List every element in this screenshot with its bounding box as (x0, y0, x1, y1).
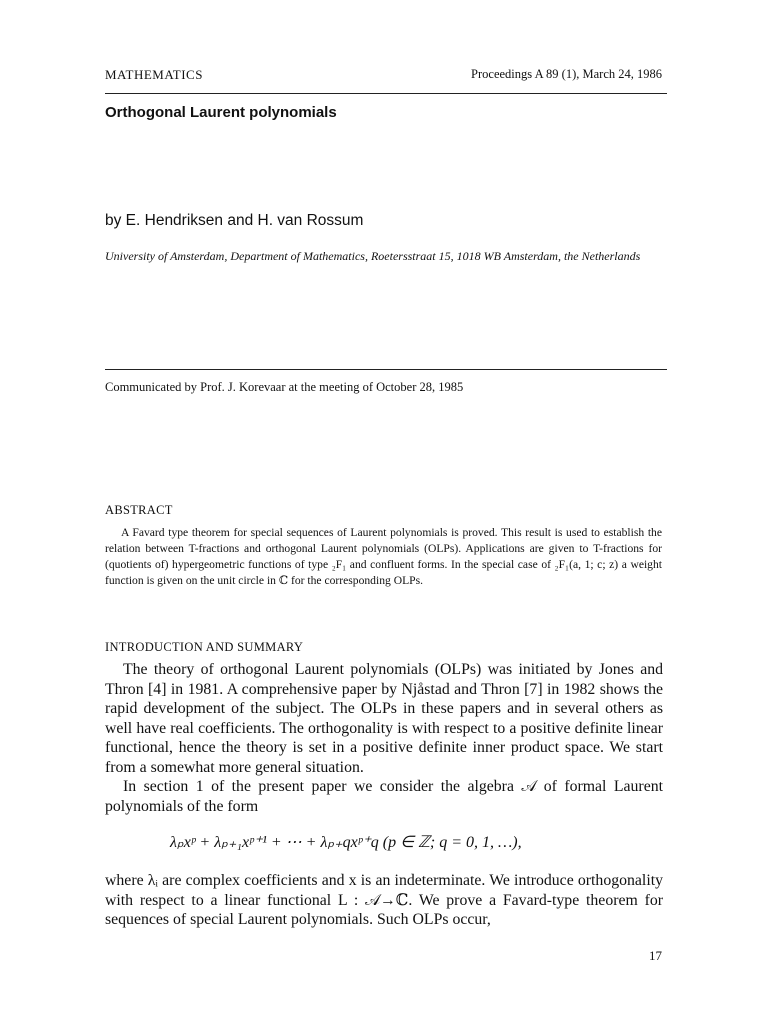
journal-citation: Proceedings A 89 (1), March 24, 1986 (471, 67, 662, 81)
communicated-note: Communicated by Prof. J. Korevaar at the meeting of October 28, 1985 (105, 380, 464, 394)
affiliation-rule (105, 369, 667, 370)
abstract-heading: ABSTRACT (105, 503, 173, 517)
intro-paragraph-2: In section 1 of the present paper we consider the algebra 𝒜 of formal Laurent polynomials of the form (105, 778, 663, 815)
intro-paragraph-1: The theory of orthogonal Laurent polynomials (OLPs) was initiated by Jones and Thron [4] in 1981. A comprehensive paper by Njåstad and Thron [7] in 1982 shows the rapid development of the subject. The OLPs in these papers and in several others as well have real coefficients. The orthogonality is with respect to a positive definite linear functional, hence the theory is set in a positive definite inner product space. We start from a somewhat more general situation. (105, 661, 663, 776)
paper-title: Orthogonal Laurent polynomials (105, 104, 337, 121)
author-affiliation: University of Amsterdam, Department of Mathematics, Roetersstraat 15, 1018 WB Amsterdam, the Netherlands (105, 249, 641, 263)
abstract-text: A Favard type theorem for special sequences of Laurent polynomials is proved. This result is used to establish the relation between T-fractions and orthogonal Laurent polynomials (OLPs). Applications are given to T-fractions for (quotients of) hypergeometric functions of type ₂F₁ and confluent forms. In the special case of ₂F₁(a, 1; c; z) a weight function is given on the unit circle in ℂ for the corresponding OLPs. (105, 526, 662, 587)
page-number: 17 (649, 948, 662, 963)
laurent-polynomial-formula: λₚxᵖ + λₚ₊₁xᵖ⁺¹ + ⋯ + λₚ₊qxᵖ⁺q (p ∈ ℤ; q = 0, 1, …), (170, 834, 522, 851)
introduction-heading: INTRODUCTION AND SUMMARY (105, 640, 304, 654)
paper-authors: by E. Hendriksen and H. van Rossum (105, 212, 364, 229)
intro-paragraph-3: where λᵢ are complex coefficients and x is an indeterminate. We introduce orthogonality with respect to a linear functional L : 𝒜→ℂ. We prove a Favard-type theorem for sequences of special Laurent polynomials. Such OLPs occur, (105, 872, 663, 929)
header-rule (105, 93, 667, 94)
journal-name: MATHEMATICS (105, 67, 203, 82)
